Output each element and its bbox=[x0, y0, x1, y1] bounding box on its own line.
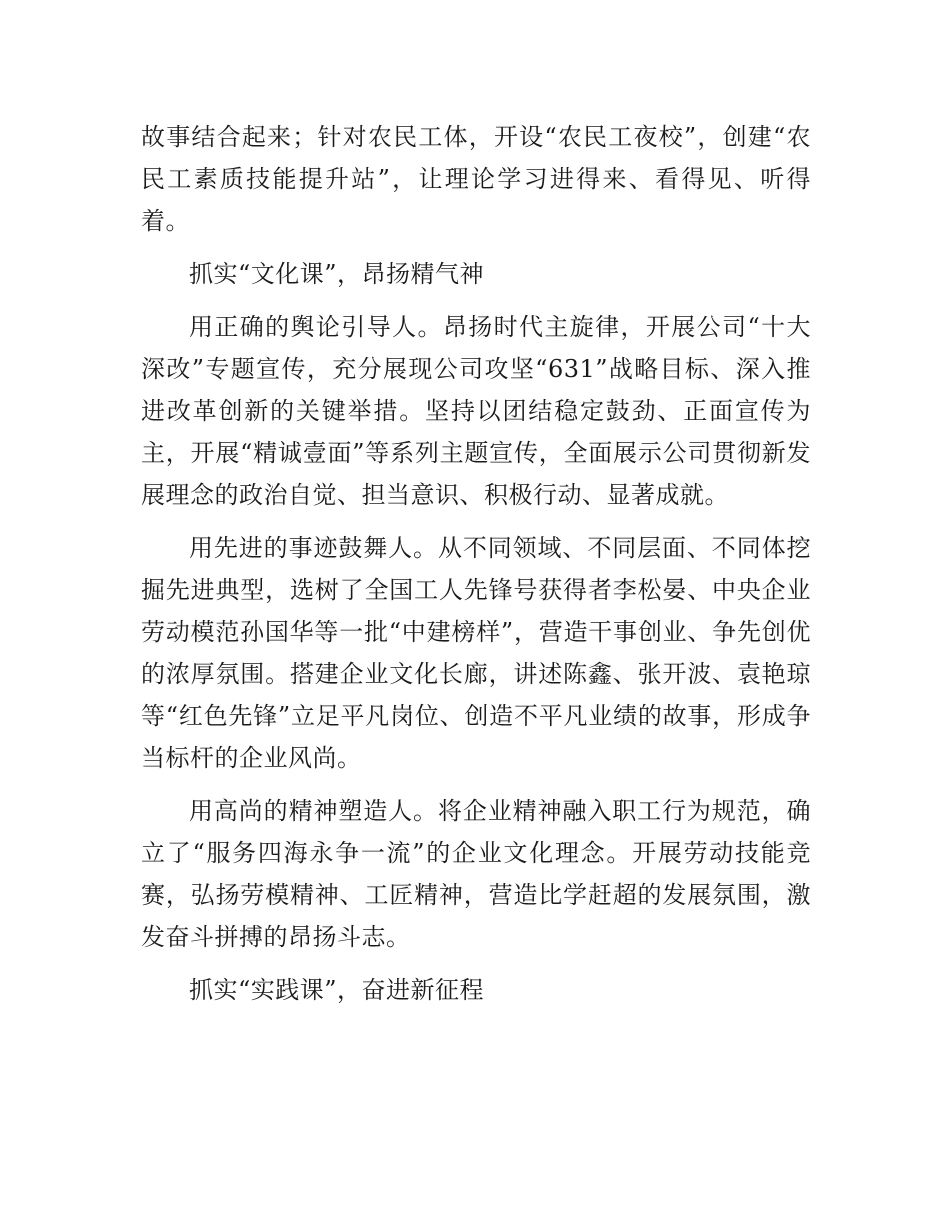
section-heading-culture: 抓实“文化课”，昂扬精气神 bbox=[189, 260, 485, 288]
section-heading-practice: 抓实“实践课”，奋进新征程 bbox=[189, 976, 485, 1004]
paragraph-role-models: 用先进的事迹鼓舞人。从不同领域、不同层面、不同体挖掘先进典型，选树了全国工人先锋号获得者李松晏、中央企业劳动模范孙国华等一批“中建榜样”，营造干事创业、争先创优的浓厚氛围。搭建企业文化长廊，讲述陈鑫、张开波、袁艳琼等“红色先锋”立足平凡岗位、创造不平凡业绩的故事，形成争当标杆的企业风尚。 bbox=[141, 534, 811, 772]
paragraph-enterprise-spirit: 用高尚的精神塑造人。将企业精神融入职工行为规范，确立了“服务四海永争一流”的企业文化理念。开展劳动技能竞赛，弘扬劳模精神、工匠精神，营造比学赶超的发展氛围，激发奋斗拼搏的昂扬斗志。 bbox=[141, 797, 811, 951]
paragraph-continuation: 故事结合起来；针对农民工体，开设“农民工夜校”，创建“农民工素质技能提升站”，让理论学习进得来、看得见、听得着。 bbox=[141, 123, 811, 235]
document-body bbox=[141, 116, 811, 1011]
paragraph-public-opinion: 用正确的舆论引导人。昂扬时代主旋律，开展公司“十大深改”专题宣传，充分展现公司攻坚“631”战略目标、深入推进改革创新的关键举措。坚持以团结稳定鼓劲、正面宣传为主，开展“精诚壹面”等系列主题宣传，全面展示公司贯彻新发展理念的政治自觉、担当意识、积极行动、显著成就。 bbox=[141, 313, 811, 509]
